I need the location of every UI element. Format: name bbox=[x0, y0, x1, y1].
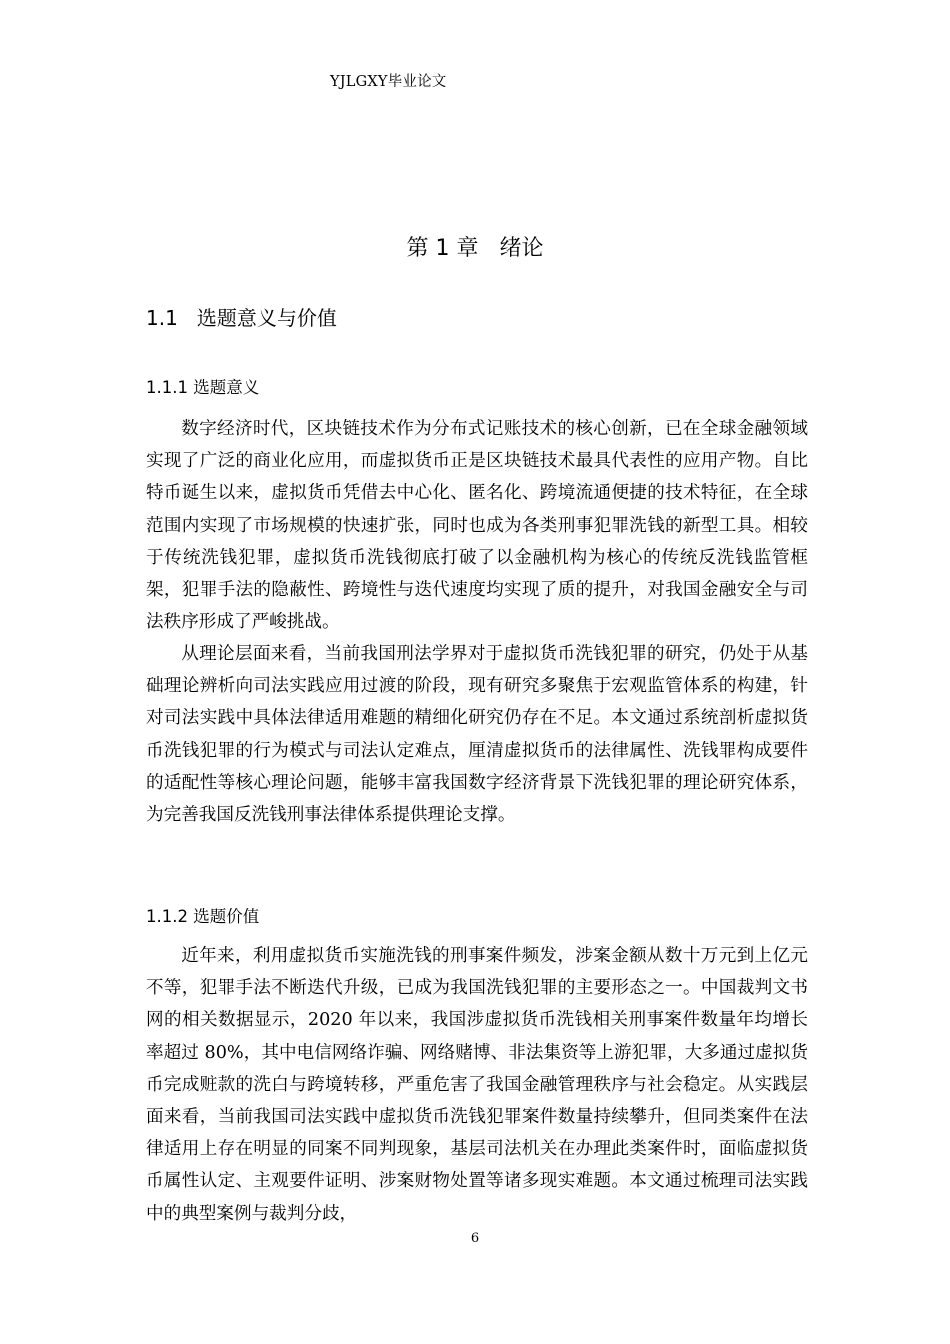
body-paragraph: 近年来，利用虚拟货币实施洗钱的刑事案件频发，涉案金额从数十万元到上亿元不等，犯罪手法不断迭代升级，已成为我国洗钱犯罪的主要形态之一。中国裁判文书网的相关数据显示，2020 年以来，我国涉虚拟货币洗钱相关刑事案件数量年均增长率超过 80%，其中电信网络诈骗、网络赌博、非法集资等上游犯罪，大多通过虚拟货币完成赃款的洗白与跨境转移，严重危害了我国金融管理秩序与社会稳定。从实践层面来看，当前我国司法实践中虚拟货币洗钱犯罪案件数量持续攀升，但同类案件在法律适用上存在明显的同案不同判现象，基层司法机关在办理此类案件时，面临虚拟货币属性认定、主观要件证明、涉案财物处置等诸多现实难题。本文通过梳理司法实践中的典型案例与裁判分歧， bbox=[146, 946, 808, 1224]
chapter-title: 第 1 章 绪论 bbox=[406, 236, 544, 261]
body-paragraph: 从理论层面来看，当前我国刑法学界对于虚拟货币洗钱犯罪的研究，仍处于从基础理论辨析向司法实践应用过渡的阶段，现有研究多聚焦于宏观监管体系的构建，针对司法实践中具体法律适用难题的精细化研究仍存在不足。本文通过系统剖析虚拟货币洗钱犯罪的行为模式与司法认定难点，厘清虚拟货币的法律属性、洗钱罪构成要件的适配性等核心理论问题，能够丰富我国数字经济背景下洗钱犯罪的理论研究体系，为完善我国反洗钱刑事法律体系提供理论支撑。 bbox=[146, 644, 808, 826]
running-header: YJLGXY毕业论文 bbox=[330, 74, 447, 90]
section-title: 1.1 选题意义与价值 bbox=[146, 306, 337, 330]
subsection-title-significance: 1.1.1 选题意义 bbox=[146, 378, 260, 397]
subsection-title-value: 1.1.2 选题价值 bbox=[146, 907, 260, 926]
body-paragraph: 数字经济时代，区块链技术作为分布式记账技术的核心创新，已在全球金融领域实现了广泛的商业化应用，而虚拟货币正是区块链技术最具代表性的应用产物。自比特币诞生以来，虚拟货币凭借去中心化、匿名化、跨境流通便捷的技术特征，在全球范围内实现了市场规模的快速扩张，同时也成为各类刑事犯罪洗钱的新型工具。相较于传统洗钱犯罪，虚拟货币洗钱彻底打破了以金融机构为核心的传统反洗钱监管框架，犯罪手法的隐蔽性、跨境性与迭代速度均实现了质的提升，对我国金融安全与司法秩序形成了严峻挑战。 bbox=[146, 419, 808, 633]
page-number: 6 bbox=[470, 1231, 480, 1246]
